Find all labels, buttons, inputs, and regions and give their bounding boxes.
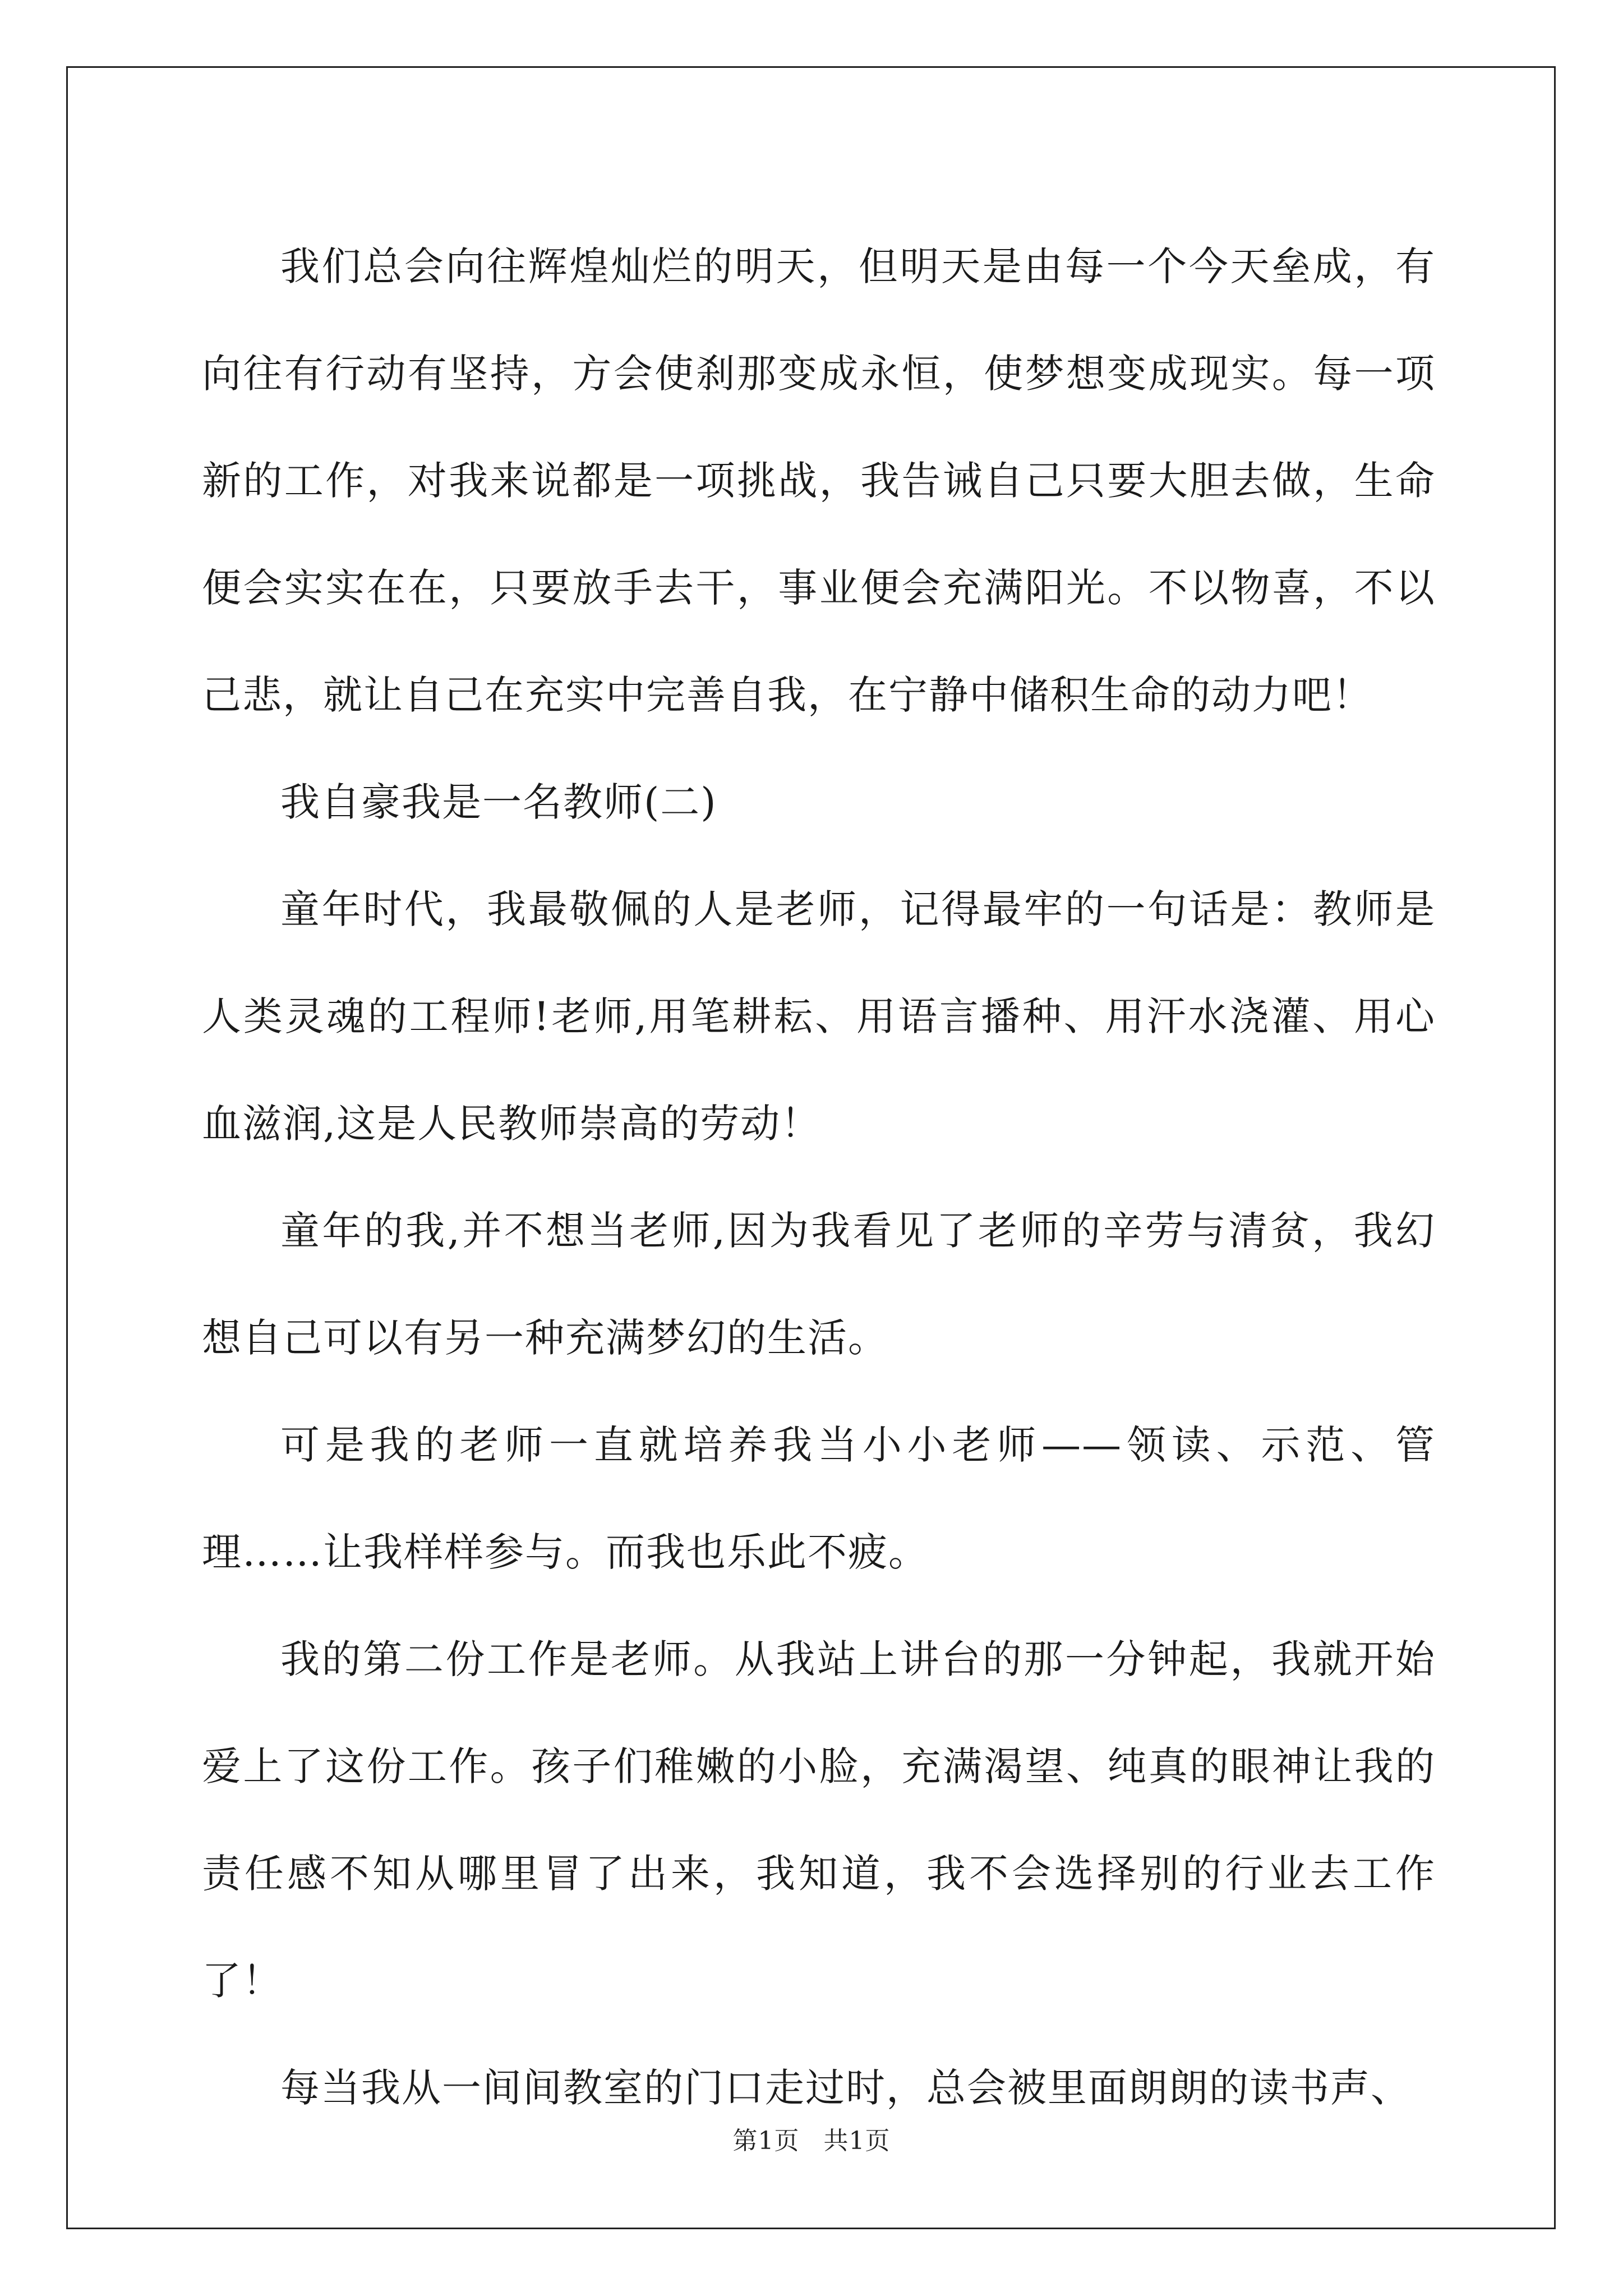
paragraph: 每当我从一间间教室的门口走过时，总会被里面朗朗的读书声、 xyxy=(280,2065,1411,2111)
page-footer xyxy=(0,2120,1623,2156)
paragraph: 童年的我,并不想当老师,因为我看见了老师的辛劳与清贫，我幻想自己可以有另一种充满梦幻的生活。 xyxy=(202,1208,1436,1361)
document-body xyxy=(202,213,1436,2142)
paragraph: 我们总会向往辉煌灿烂的明天，但明天是由每一个今天垒成，有向往有行动有坚持，方会使刹那变成永恒，使梦想变成现实。每一项新的工作，对我来说都是一项挑战，我告诫自己只要大胆去做，生命便会实实在在，只要放手去干，事业便会充满阳光。不以物喜，不以己悲，就让自己在充实中完善自我，在宁静中储积生命的动力吧！ xyxy=(202,243,1436,718)
paragraph: 童年时代，我最敬佩的人是老师，记得最牢的一句话是：教师是人类灵魂的工程师!老师,用笔耕耘、用语言播种、用汗水浇灌、用心血滋润,这是人民教师崇高的劳动！ xyxy=(202,886,1436,1147)
paragraph: 可是我的老师一直就培养我当小小老师——领读、示范、管理……让我样样参与。而我也乐此不疲。 xyxy=(202,1422,1436,1575)
page-total: 共1页 xyxy=(823,2127,891,2155)
page-number: 第1页 xyxy=(732,2127,800,2155)
section-heading: 我自豪我是一名教师(二) xyxy=(280,779,717,825)
paragraph: 我的第二份工作是老师。从我站上讲台的那一分钟起，我就开始爱上了这份工作。孩子们稚嫩的小脸，充满渴望、纯真的眼神让我的责任感不知从哪里冒了出来，我知道，我不会选择别的行业去工作了！ xyxy=(202,1636,1436,2004)
